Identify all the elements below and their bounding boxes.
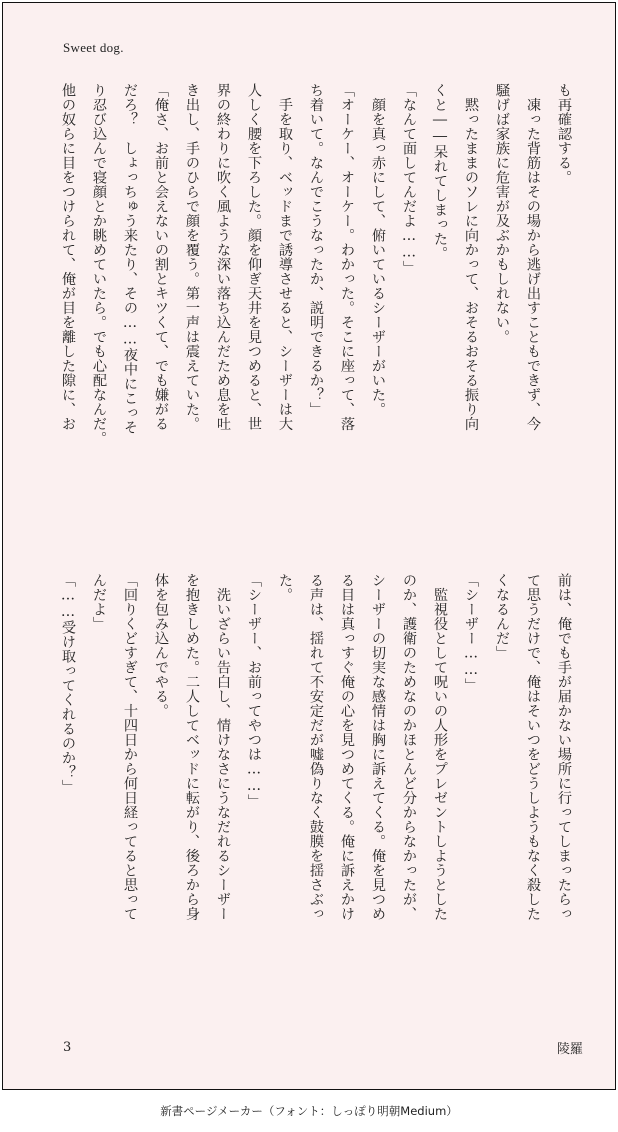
text-line: ち着いて。なんでこうなったか、説明できるか？」 [308, 83, 324, 417]
text-line: た。 [277, 573, 293, 602]
text-line: て思うだけで、俺はそいつをどうしようもなく殺した [525, 573, 541, 921]
text-line: る声は、揺れて不安定だが嘘偽りなく鼓膜を揺さぶっ [308, 573, 324, 921]
text-line: くと――呆れてしまった。 [432, 83, 448, 261]
text-line: 人しく腰を下ろした。顔を仰ぎ天井を見つめると、世 [246, 83, 262, 431]
text-block-bottom [57, 573, 575, 1037]
text-line: り忍び込んで寝顔とか眺めていたら。でも心配なんだ。 [91, 83, 107, 446]
text-line: んだよ」 [91, 573, 107, 631]
text-line: き出し、手のひらで顔を覆う。第一声は震えていた。 [184, 83, 200, 431]
text-line: 界の終わりに吹く風ような深い落ち込んだため息を吐 [215, 83, 231, 431]
text-line: だろ？ しょっちゅう来たり、その……夜中にこっそ [122, 83, 138, 435]
text-line: 顔を真っ赤にして、俯いているシーザーがいた。 [370, 83, 386, 417]
text-line: くなるんだ」 [494, 573, 510, 660]
text-line: 体を包み込んでやる。 [153, 573, 169, 718]
book-page [2, 2, 616, 1090]
text-line: 黙ったままのソレに向かって、おそるおそる振り向 [463, 83, 479, 431]
text-line: シーザーの切実な感情は胸に訴えてくる。俺を見つめ [370, 573, 386, 921]
text-line: 騒げば家族に危害が及ぶかもしれない。 [494, 83, 510, 344]
text-line: 「オーケー、オーケー。わかった。そこに座って、落 [339, 83, 355, 431]
text-line: 「なんて面してんだよ……」 [401, 83, 417, 276]
page-number: 3 [63, 1040, 72, 1055]
running-title: Sweet dog. [63, 40, 124, 55]
text-line: 「……受け取ってくれるのか？」 [60, 573, 76, 795]
text-line: 手を取り、ベッドまで誘導させると、シーザーは大 [277, 83, 293, 431]
text-line: 前は、俺でも手が届かない場所に行ってしまったらっ [556, 573, 572, 921]
text-line: 洗いざらい告白し、情けなさにうなだれるシーザー [215, 573, 231, 921]
text-line: る目は真っすぐ俺の心を見つめてくる。俺に訴えかけ [339, 573, 355, 921]
text-line: 「俺さ、お前と会えないの割とキツくて、でも嫌がる [153, 83, 169, 431]
text-line: 「回りくどすぎて、十四日から何日経ってると思って [122, 573, 138, 921]
text-line: のか、護衛のためなのかほとんど分からなかったが、 [401, 573, 417, 921]
text-line: 「シーザー……」 [463, 573, 479, 693]
text-block-top [57, 83, 575, 547]
author-name: 陵羅 [556, 1042, 583, 1057]
text-line: 「シーザー、お前ってやつは……」 [246, 573, 262, 809]
generator-credit: 新書ページメーカー（フォント：しっぽり明朝Medium） [160, 1104, 458, 1118]
text-line: を抱きしめた。二人してベッドに転がり、後ろから身 [184, 573, 200, 921]
text-line: 監視役として呪いの人形をプレゼントしようとした [432, 573, 448, 921]
text-line: 他の奴らに目をつけられて、俺が目を離した隙に、お [60, 83, 76, 431]
text-line: 凍った背筋はその場から逃げ出すこともできず、今 [525, 83, 541, 431]
text-line: も再確認する。 [556, 83, 572, 185]
